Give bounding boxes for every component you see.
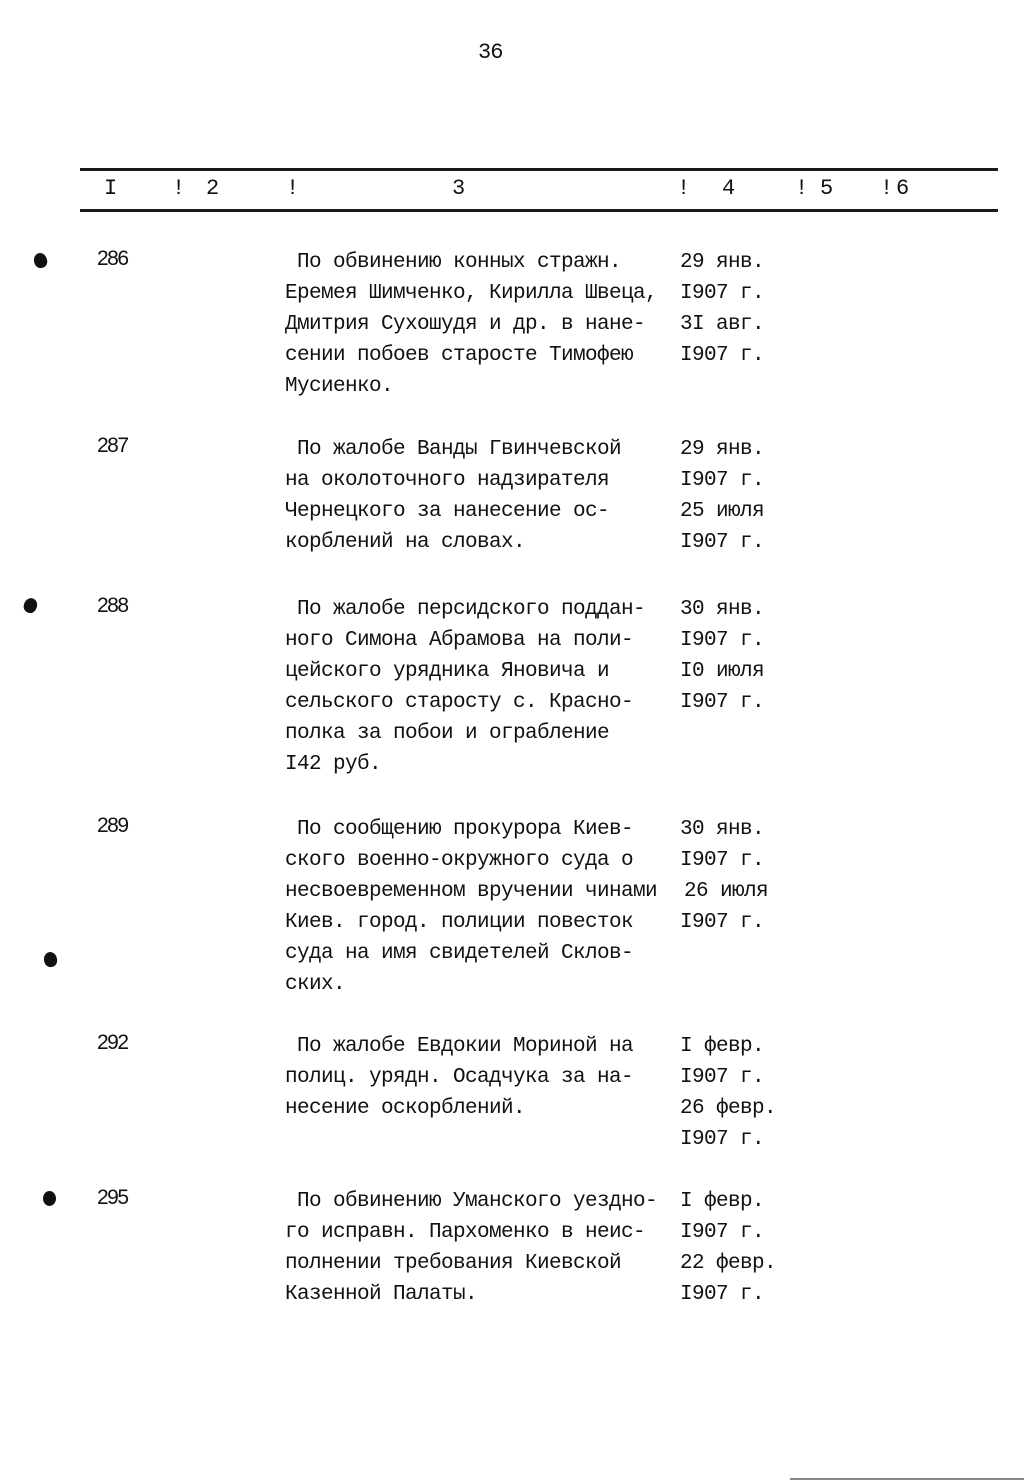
header-top-rule (80, 168, 998, 171)
column-separator: ! (880, 176, 894, 201)
entry-dates (680, 594, 800, 718)
punch-hole-mark (43, 951, 58, 968)
description-line: суда на имя свидетелей Склов- (285, 942, 634, 965)
column-header-1: I (104, 176, 118, 201)
description-line: Чернецкого за нанесение ос- (285, 500, 610, 523)
description-line: на околоточного надзирателя (285, 469, 610, 492)
date-line: 22 февр. (680, 1252, 777, 1275)
description-line: Дмитрия Сухошудя и др. в нане- (285, 313, 646, 336)
entry-number: 287 (97, 434, 128, 457)
entry-dates (680, 434, 800, 558)
date-line: I907 г. (680, 1066, 765, 1089)
date-line: 29 янв. (680, 251, 765, 274)
column-header-6: 6 (896, 176, 910, 201)
entry-number: 288 (97, 594, 128, 617)
date-line: I0 июля (680, 660, 765, 683)
entry-number: 286 (97, 247, 128, 270)
date-line: 3I авг. (680, 313, 765, 336)
column-separator: ! (677, 176, 691, 201)
column-separator: ! (172, 176, 186, 201)
description-line: Киев. город. полиции повесток (285, 911, 634, 934)
description-line: полнении требования Киевской (285, 1252, 622, 1275)
column-header-2: 2 (206, 176, 220, 201)
column-header-4: 4 (722, 176, 736, 201)
entry-description (285, 1186, 685, 1310)
date-line: I907 г. (680, 629, 765, 652)
date-line: 30 янв. (680, 818, 765, 841)
entry-description (285, 247, 685, 402)
column-separator: ! (286, 176, 300, 201)
date-line: I907 г. (680, 282, 765, 305)
description-line: цейского урядника Яновича и (285, 660, 610, 683)
description-line: По жалобе Ванды Гвинчевской (285, 438, 622, 461)
date-line: I907 г. (680, 344, 765, 367)
description-line: Мусиенко. (285, 375, 394, 398)
description-line: несвоевременном вручении чинами (285, 880, 658, 903)
description-line: Еремея Шимченко, Кирилла Швеца, (285, 282, 658, 305)
description-line: По сообщению прокурора Киев- (285, 818, 634, 841)
column-header-5: 5 (820, 176, 834, 201)
scan-edge-line (790, 1478, 1024, 1480)
entry-dates (680, 1186, 800, 1310)
page-number: 36 (478, 40, 503, 65)
date-line: I907 г. (680, 1128, 765, 1151)
date-line: I907 г. (680, 849, 765, 872)
description-line: По обвинению конных стражн. (285, 251, 622, 274)
date-line: 25 июля (680, 500, 765, 523)
description-line: го исправн. Пархоменко в неис- (285, 1221, 646, 1244)
description-line: сельского старосту с. Красно- (285, 691, 634, 714)
table-header (0, 176, 1024, 206)
date-line: I907 г. (680, 469, 765, 492)
description-line: корблений на словах. (285, 531, 526, 554)
entry-description (285, 434, 685, 558)
entry-description (285, 814, 685, 1000)
description-line: Казенной Палаты. (285, 1283, 478, 1306)
description-line: ских. (285, 973, 346, 996)
date-line: I907 г. (680, 911, 765, 934)
entry-description (285, 1031, 685, 1124)
description-line: ского военно-окружного суда о (285, 849, 634, 872)
description-line: полиц. урядн. Осадчука за на- (285, 1066, 634, 1089)
description-line: По жалобе персидского поддан- (285, 598, 646, 621)
description-line: ного Симона Абрамова на поли- (285, 629, 634, 652)
description-line: полка за побои и ограбление (285, 722, 610, 745)
description-line: сении побоев старосте Тимофею (285, 344, 634, 367)
description-line: По обвинению Уманского уездно- (285, 1190, 658, 1213)
punch-hole-mark (43, 1191, 56, 1206)
entry-number: 289 (97, 814, 128, 837)
date-line: I907 г. (680, 1221, 765, 1244)
entry-number: 295 (97, 1186, 128, 1209)
date-line: 26 февр. (680, 1097, 777, 1120)
entry-description (285, 594, 685, 780)
date-line: 30 янв. (680, 598, 765, 621)
date-line: 29 янв. (680, 438, 765, 461)
description-line: несение оскорблений. (285, 1097, 526, 1120)
description-line: I42 руб. (285, 753, 382, 776)
header-bottom-rule (80, 209, 998, 212)
entry-number: 292 (97, 1031, 128, 1054)
date-line: I907 г. (680, 1283, 765, 1306)
date-line: I февр. (680, 1190, 765, 1213)
punch-hole-mark (22, 596, 39, 615)
column-header-3: 3 (452, 176, 466, 201)
entry-dates (680, 247, 800, 371)
entry-dates (680, 1031, 800, 1155)
punch-hole-mark (32, 252, 48, 270)
date-line: I февр. (680, 1035, 765, 1058)
description-line: По жалобе Евдокии Мориной на (285, 1035, 634, 1058)
date-line: 26 июля (684, 880, 769, 903)
column-separator: ! (795, 176, 809, 201)
entry-dates (680, 814, 800, 938)
date-line: I907 г. (680, 531, 765, 554)
date-line: I907 г. (680, 691, 765, 714)
